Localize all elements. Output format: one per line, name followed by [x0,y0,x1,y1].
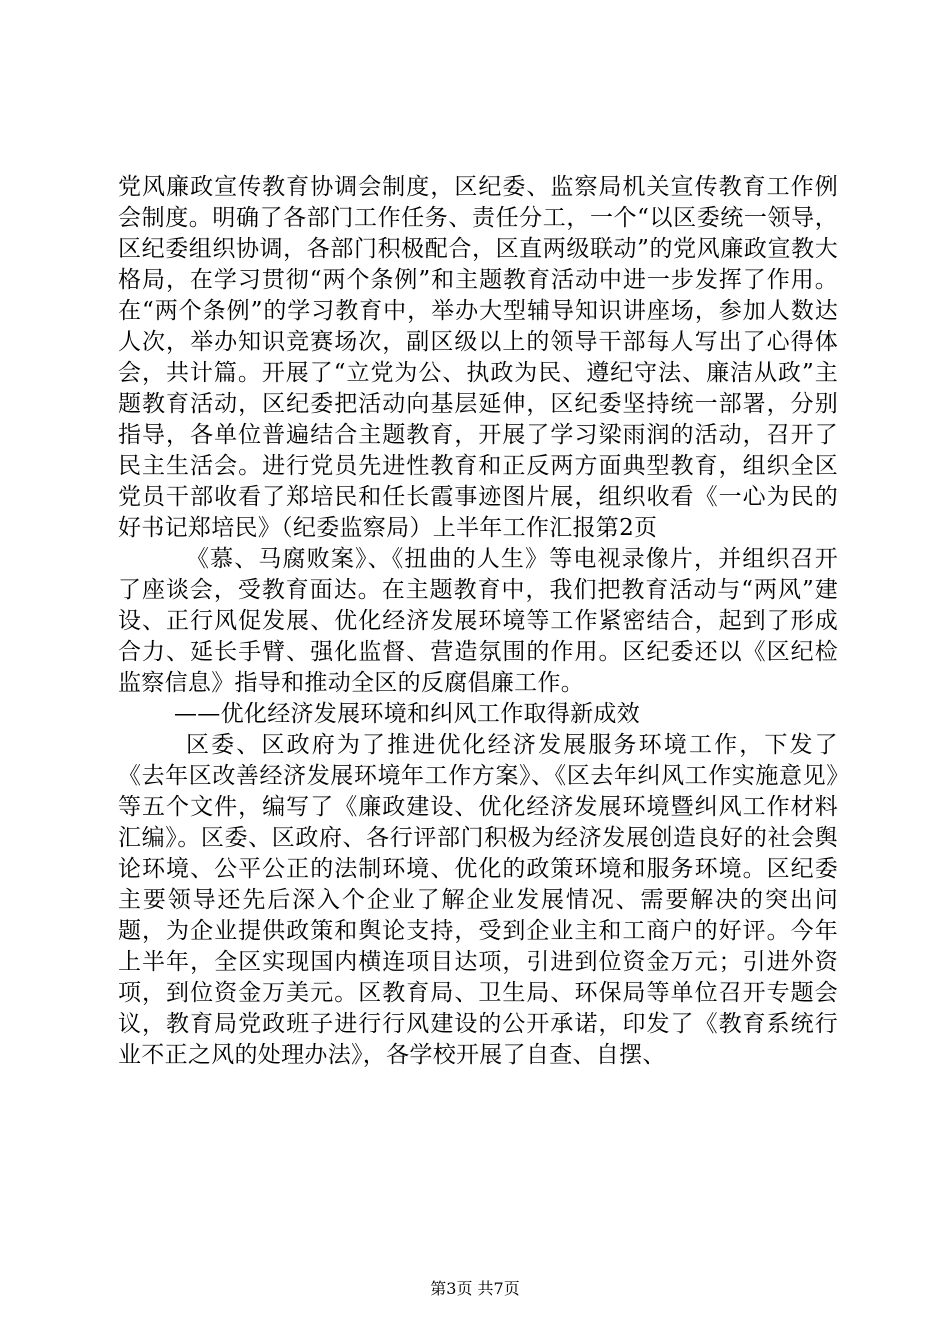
page-footer: 第3页 共7页 [430,1279,520,1298]
paragraph-intro: 党风廉政宣传教育协调会制度，区纪委、监察局机关宣传教育工作例会制度。明确了各部门工作任务、责任分工，一个“以区委统一领导，区纪委组织协调，各部门积极配合，区直两级联动”的党风廉政宣教大格局，在学习贯彻“两个条例”和主题教育活动中进一步发挥了作用。在“两个条例”的学习教育中，举办大型辅导知识讲座场，参加人数达人次，举办知识竞赛场次，副区级以上的领导干部每人写出了心得体会，共计篇。开展了“立党为公、执政为民、遵纪守法、廉洁从政”主题教育活动，区纪委把活动向基层延伸，区纪委坚持统一部署，分别指导，各单位普遍结合主题教育，开展了学习梁雨润的活动，召开了民主生活会。进行党员先进性教育和正反两方面典型教育，组织全区党员干部收看了郑培民和任长霞事迹图片展，组织收看《一心为民的好书记郑培民》（纪委监察局）上半年工作汇报第2页 [118,174,838,541]
section-subheading: ——优化经济发展环境和纠风工作取得新成效 [174,701,640,727]
paragraph-economic-environment: 区委、区政府为了推进优化经济发展服务环境工作，下发了《去年区改善经济发展环境年工作方案》、《区去年纠风工作实施意见》等五个文件，编写了《廉政建设、优化经济发展环境暨纠风工作材料汇编》。区委、区政府、各行评部门积极为经济发展创造良好的社会舆论环境、公平公正的法制环境、优化的政策环境和服务环境。区纪委主要领导还先后深入个企业了解企业发展情况、需要解决的突出问题，为企业提供政策和舆论支持，受到企业主和工商户的好评。今年上半年，全区实现国内横连项目达项，引进到位资金万元；引进外资项，到位资金万美元。区教育局、卫生局、环保局等单位召开专题会议，教育局党政班子进行行风建设的公开承诺，印发了《教育系统行业不正之风的处理办法》，各学校开展了自查、自摆、 [118,732,838,1068]
paragraph-video-education: 《慕、马腐败案》、《扭曲的人生》等电视录像片，并组织召开了座谈会，受教育面达。在主题教育中，我们把教育活动与“两风”建设、正行风促发展、优化经济发展环境等工作紧密结合，起到了形成合力、延长手臂、强化监督、营造氛围的作用。区纪委还以《区纪检监察信息》指导和推动全区的反腐倡廉工作。 [118,546,838,696]
document-body [118,172,838,1071]
